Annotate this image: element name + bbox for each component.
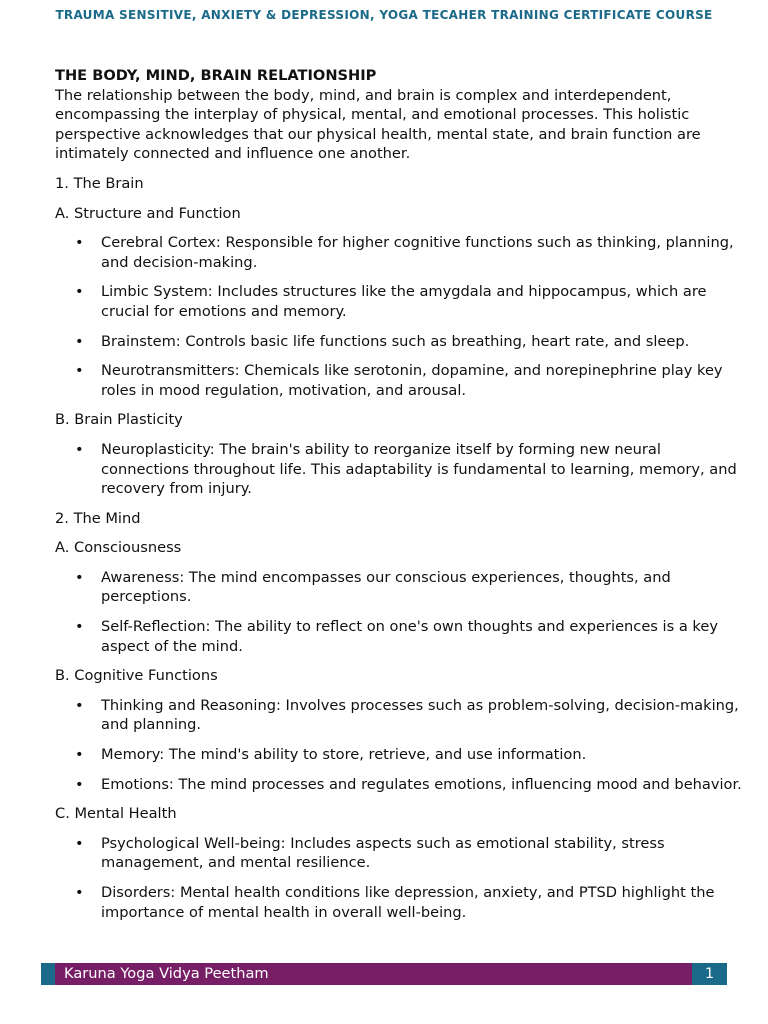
list-item-text: Emotions: The mind processes and regulates emotions, influencing mood and behavior.	[101, 775, 742, 793]
heading-line: 1. The Brain	[55, 174, 144, 192]
footer-bar	[41, 963, 727, 985]
page-number: 1	[692, 963, 727, 985]
bullet-icon: •	[75, 775, 84, 793]
bullet-icon: •	[75, 696, 84, 714]
list-item	[55, 233, 745, 272]
list-item-text: Neurotransmitters: Chemicals like serotonin, dopamine, and norepinephrine play key roles in mood regulation, motivation, and arousal.	[101, 362, 723, 399]
list-item	[55, 440, 745, 499]
list-item	[55, 332, 745, 352]
bullet-icon: •	[75, 568, 84, 586]
bullet-icon: •	[75, 283, 84, 301]
list-item	[55, 834, 745, 873]
content-blocks	[55, 174, 745, 922]
list-item	[55, 361, 745, 400]
heading-line: 2. The Mind	[55, 509, 141, 527]
bullet-icon: •	[75, 332, 84, 350]
list-item	[55, 617, 745, 656]
running-header: TRAUMA SENSITIVE, ANXIETY & DEPRESSION, YOGA TECAHER TRAINING CERTIFICATE COURSE	[55, 8, 713, 22]
list-item-text: Memory: The mind's ability to store, retrieve, and use information.	[101, 746, 587, 764]
bullet-list	[55, 834, 745, 922]
heading-line: A. Consciousness	[55, 539, 182, 557]
list-item-text: Awareness: The mind encompasses our conscious experiences, thoughts, and perceptions.	[101, 568, 671, 606]
bullet-icon: •	[75, 362, 84, 380]
list-item-text: Psychological Well-being: Includes aspects such as emotional stability, stress management, and mental resilience.	[101, 834, 665, 872]
list-item	[55, 775, 745, 795]
document-body	[55, 66, 745, 932]
bullet-icon: •	[75, 884, 84, 901]
list-item	[55, 568, 745, 607]
bullet-icon: •	[75, 440, 84, 458]
footer-accent	[41, 963, 55, 985]
bullet-icon: •	[75, 234, 84, 252]
heading-line: B. Brain Plasticity	[55, 411, 183, 429]
list-item	[55, 282, 745, 321]
list-item-text: Neuroplasticity: The brain's ability to reorganize itself by forming new neural connections throughout life. This adaptability is fundamental to learning, memory, and recovery from injury.	[101, 440, 737, 498]
bullet-list	[55, 440, 745, 499]
list-item	[55, 883, 745, 922]
intro-paragraph: The relationship between the body, mind, and brain is complex and interdependent, encompassing the interplay of physical, mental, and emotional processes. This holistic perspective acknowledges that our physical health, mental state, and brain function are intimately connected and influence one another.	[55, 86, 701, 163]
footer-org-name: Karuna Yoga Vidya Peetham	[64, 965, 269, 982]
list-item-text: Limbic System: Includes structures like the amygdala and hippocampus, which are crucial for emotions and memory.	[101, 283, 707, 320]
bullet-icon: •	[75, 834, 84, 852]
list-item-text: Thinking and Reasoning: Involves processes such as problem-solving, decision-making, and planning.	[101, 696, 739, 734]
heading-line: B. Cognitive Functions	[55, 667, 218, 685]
list-item-text: Disorders: Mental health conditions like depression, anxiety, and PTSD highlight the importance of mental health in overall well-being.	[101, 884, 715, 921]
heading-line: C. Mental Health	[55, 805, 177, 823]
bullet-icon: •	[75, 746, 84, 764]
bullet-list	[55, 233, 745, 400]
section-title: THE BODY, MIND, BRAIN RELATIONSHIP	[55, 67, 377, 84]
bullet-icon: •	[75, 618, 84, 636]
heading-line: A. Structure and Function	[55, 204, 241, 222]
bullet-list	[55, 696, 745, 794]
bullet-list	[55, 568, 745, 656]
list-item-text: Self-Reflection: The ability to reflect on one's own thoughts and experiences is a key aspect of the mind.	[101, 618, 718, 655]
list-item-text: Cerebral Cortex: Responsible for higher cognitive functions such as thinking, planning, and decision-making.	[101, 234, 734, 271]
list-item	[55, 696, 745, 735]
list-item-text: Brainstem: Controls basic life functions such as breathing, heart rate, and sleep.	[101, 332, 690, 350]
list-item	[55, 745, 745, 765]
